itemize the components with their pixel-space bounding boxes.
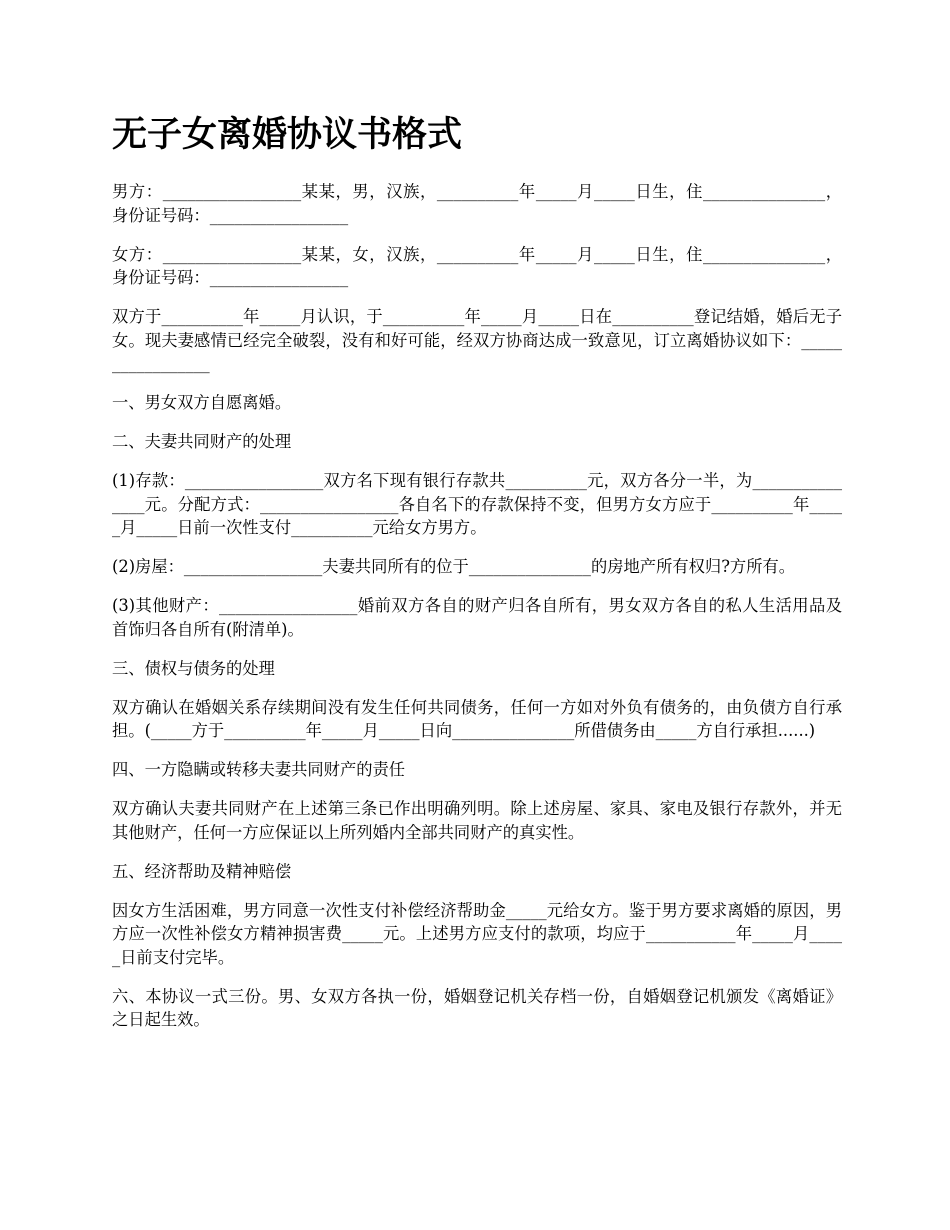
paragraph-wife-info: 女方：_________________某某，女，汉族，__________年_____月_____日生，住_______________，身份证号码：_________________: [112, 244, 842, 287]
document-page: [112, 112, 842, 1047]
clause-6-body: 六、本协议一式三份。男、女双方各执一份，婚姻登记机关存档一份，自婚姻登记机颁发《离婚证》之日起生效。: [112, 986, 842, 1029]
clause-1-heading: 一、男女双方自愿离婚。: [112, 393, 292, 412]
clause-2-other-property: (3)其他财产：_________________婚前双方各自的财产归各自所有，男女双方各自的私人生活用品及首饰归各自所有(附清单)。: [112, 596, 842, 639]
clause-2-deposits: (1)存款：_________________双方名下现有银行存款共__________元，双方各分一半，为_______________元。分配方式：_________________各自名下的存款保持不变，但男方女方应于__________年_____月_____日前一次性支付__________元给女方男方。: [112, 471, 842, 537]
paragraph-background: 双方于__________年_____月认识，于__________年_____月_____日在__________登记结婚，婚后无子女。现夫妻感情已经完全破裂，没有和好可能，经双方协商达成一致意见，订立离婚协议如下：_________________: [112, 307, 842, 373]
clause-3-heading: 三、债权与债务的处理: [112, 658, 275, 678]
clause-5-body: 因女方生活困难，男方同意一次性支付补偿经济帮助金_____元给女方。鉴于男方要求离婚的原因，男方应一次性补偿女方精神损害费_____元。上述男方应支付的款项，均应于___________年_____月_____日前支付完毕。: [112, 900, 842, 967]
paragraph-husband-info: 男方：_________________某某，男，汉族，__________年_____月_____日生，住_______________，身份证号码：_________________: [112, 182, 842, 225]
clause-3-body: 双方确认在婚姻关系存续期间没有发生任何共同债务，任何一方如对外负有债务的，由负债方自行承担。(_____方于__________年_____月_____日向_______________所借债务由_____方自行承担......): [112, 697, 842, 740]
clause-2-heading: 二、夫妻共同财产的处理: [112, 432, 292, 451]
clause-5-heading: 五、经济帮助及精神赔偿: [112, 861, 292, 881]
document-title: 无子女离婚协议书格式: [112, 114, 463, 155]
clause-4-heading: 四、一方隐瞒或转移夫妻共同财产的责任: [112, 760, 406, 779]
clause-4-body: 双方确认夫妻共同财产在上述第三条已作出明确列明。除上述房屋、家具、家电及银行存款外，并无其他财产，任何一方应保证以上所列婚内全部共同财产的真实性。: [112, 799, 842, 842]
clause-2-house: (2)房屋：_________________夫妻共同所有的位于_______________的房地产所有权归?方所有。: [112, 557, 796, 576]
